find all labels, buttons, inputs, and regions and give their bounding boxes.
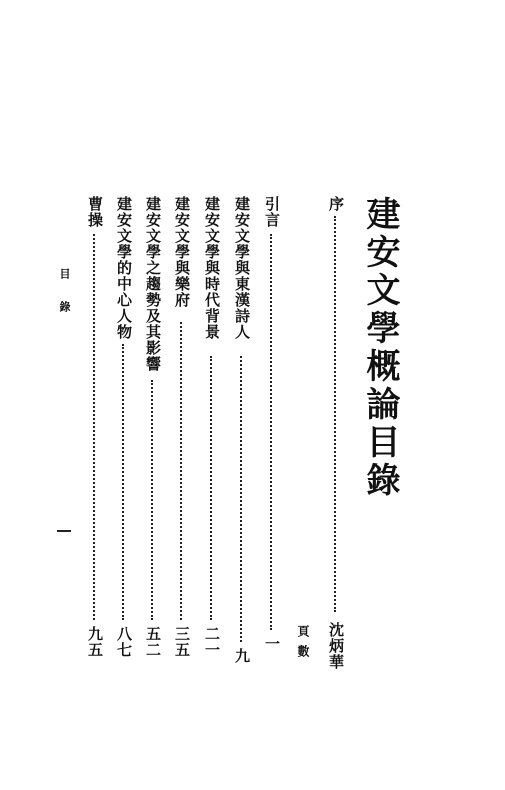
toc-leader-dots [151,380,153,620]
toc-leader-dots [210,356,212,620]
toc-preface-author: 沈炳華 [327,622,345,670]
toc-label-chapter-4: 建安文學之趨勢及其影響 [144,196,162,372]
page-title: 建安文學概論目錄 [360,196,400,500]
toc-leader-dots [240,356,242,642]
toc-leader-dots [270,234,272,630]
toc-leader-dots [180,322,182,620]
toc-page-chapter-5: 八七 [115,626,133,658]
folio-page-number [57,530,71,532]
toc-leader-dots [93,234,95,620]
toc-label-cao-cao: 曹操 [86,196,104,228]
page-number-header: 頁數 [296,625,310,665]
toc-label-chapter-5: 建安文學的中心人物 [115,196,133,340]
toc-label-chapter-3: 建安文學與樂府 [173,196,191,308]
toc-page-chapter-3: 三五 [173,626,191,658]
toc-label-preface: 序 [327,196,345,212]
toc-label-chapter-2: 建安文學與時代背景 [203,196,221,340]
toc-leader-dots [334,216,336,612]
toc-label-introduction: 引言 [263,196,281,228]
toc-page-chapter-2: 二一 [203,626,221,658]
toc-label-chapter-1: 建安文學與東漢詩人 [233,196,251,340]
running-header: 目錄 [58,268,71,334]
toc-page-chapter-1: 九 [233,648,251,664]
toc-leader-dots [122,344,124,620]
toc-page-introduction: 一 [263,636,281,652]
toc-page-chapter-4: 五二 [144,626,162,658]
toc-page-cao-cao: 九五 [86,626,104,658]
